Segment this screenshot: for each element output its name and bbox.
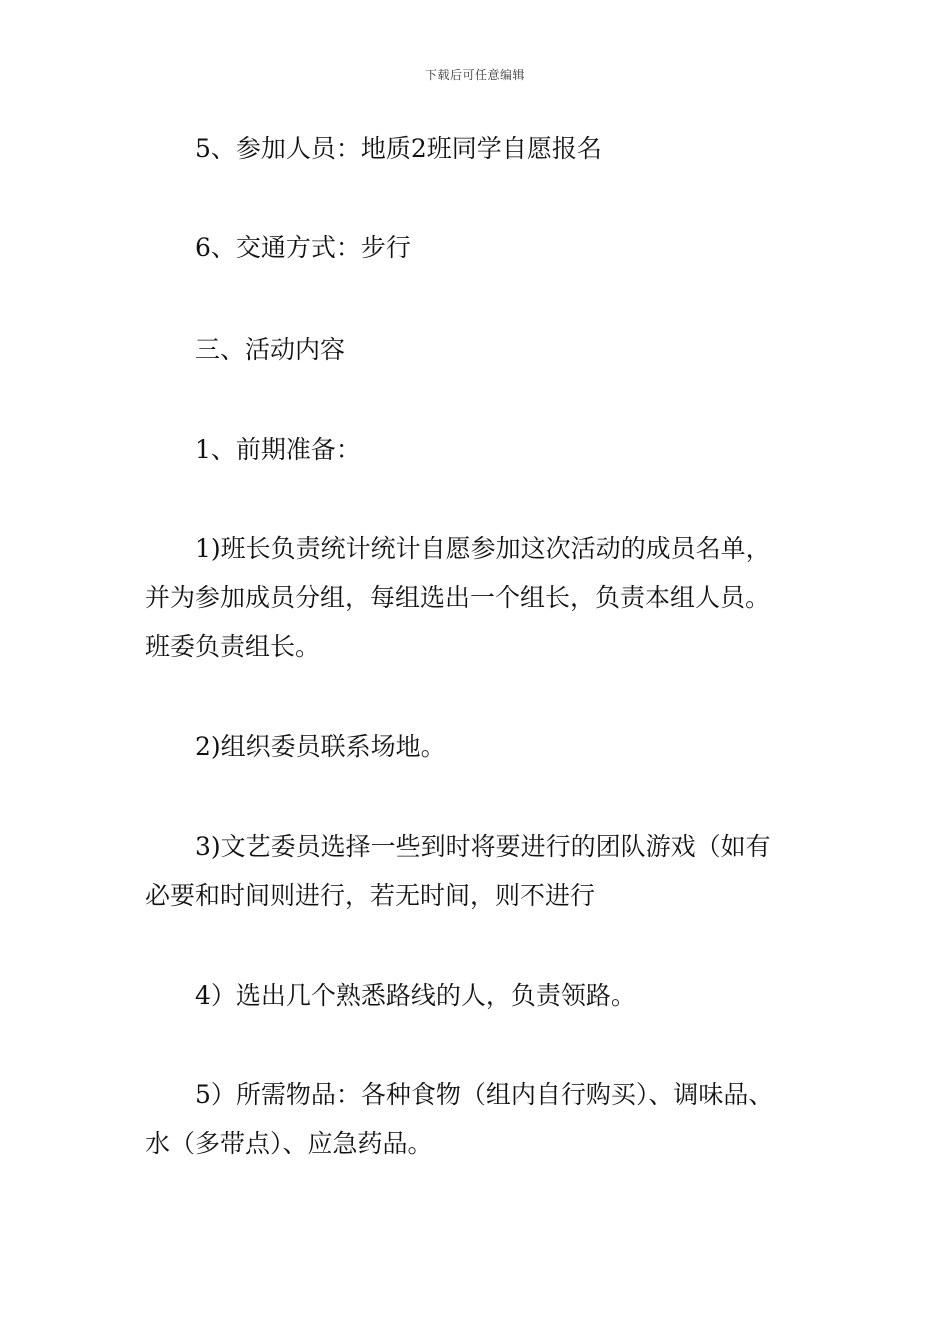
paragraph-transport — [145, 223, 810, 272]
page-header: 下载后可任意编辑 — [424, 68, 525, 82]
paragraph-line: 6、交通方式：步行 — [195, 233, 411, 262]
paragraph-line: 三、活动内容 — [195, 335, 346, 364]
paragraph-line: 水（多带点）、应急药品。 — [145, 1129, 433, 1158]
paragraph-line: 5、参加人员：地质2班同学自愿报名 — [195, 134, 602, 163]
paragraph-line: 5）所需物品：各种食物（组内自行购买）、调味品、 — [195, 1080, 774, 1109]
section-heading-activity-content — [145, 325, 810, 374]
paragraph-line: 必要和时间则进行，若无时间，则不进行 — [145, 881, 596, 910]
paragraph-item-2 — [145, 722, 810, 771]
paragraph-line: 并为参加成员分组，每组选出一个组长，负责本组人员。 — [145, 583, 771, 612]
paragraph-preparation — [145, 425, 810, 474]
paragraph-line: 2)组织委员联系场地。 — [195, 732, 446, 761]
paragraph-item-1 — [145, 524, 810, 671]
paragraph-line: 1、前期准备： — [195, 435, 361, 464]
paragraph-line: 1)班长负责统计统计自愿参加这次活动的成员名单， — [195, 534, 771, 563]
paragraph-line: 班委负责组长。 — [145, 632, 321, 661]
paragraph-item-4 — [145, 971, 810, 1020]
paragraph-item-5 — [145, 1070, 810, 1168]
paragraph-item-3 — [145, 822, 810, 920]
paragraph-line: 3)文艺委员选择一些到时将要进行的团队游戏（如有 — [195, 832, 771, 861]
paragraph-line: 4）选出几个熟悉路线的人，负责领路。 — [195, 981, 636, 1010]
paragraph-participants — [145, 124, 810, 173]
